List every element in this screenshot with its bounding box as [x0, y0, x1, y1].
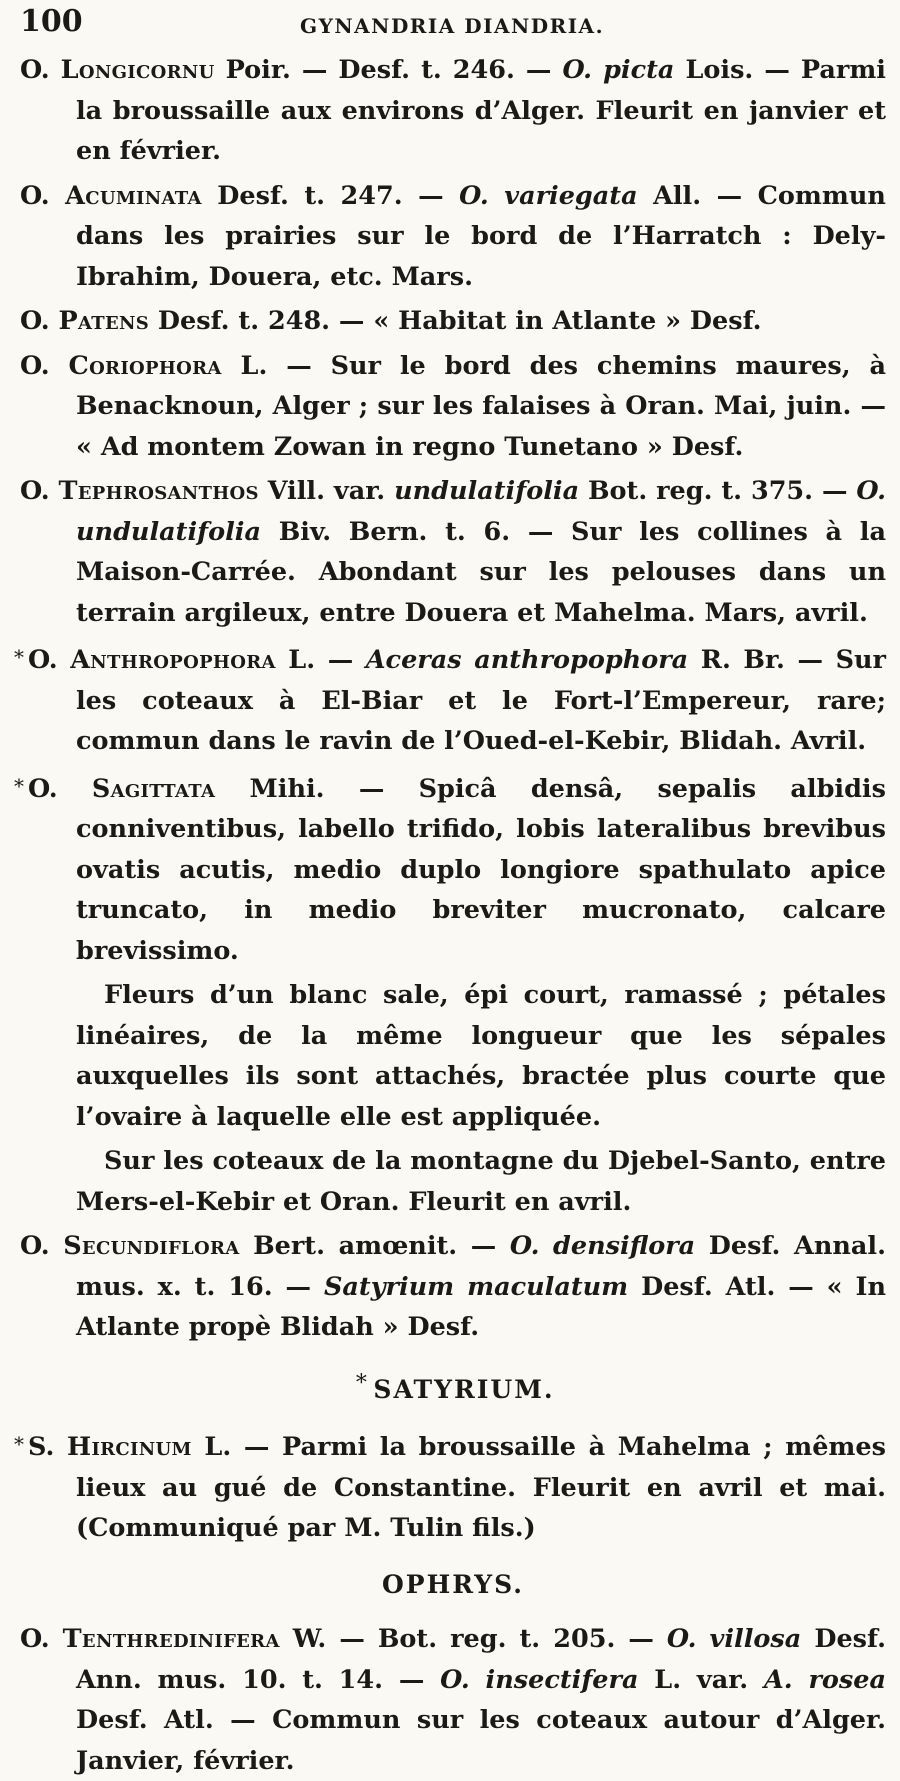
- entry-text: Desf. Atl. — « In Atlante propè Blidah » Desf.: [76, 1271, 887, 1342]
- species-name: Patens: [58, 306, 150, 336]
- entry-text: L. —: [275, 645, 366, 675]
- genus-title: SATYRIUM.: [373, 1374, 555, 1404]
- genus-heading-satyrium: [20, 1364, 886, 1411]
- entry-text: Desf. t. 247. —: [201, 180, 460, 211]
- entry-anthropophora: [14, 637, 886, 762]
- genus-abbr: S.: [28, 1432, 55, 1462]
- entry-text: R. Br. — Sur les coteaux à El-Biar et le Fort-l’Empereur, rare; commun dans le ravin de l’Oued-el-Kebir, Blidah. Avril.: [76, 645, 886, 756]
- genus-abbr: O.: [20, 350, 50, 381]
- entry-tenthredinifera: [20, 1619, 886, 1781]
- genus-abbr: O.: [20, 476, 50, 506]
- entry-text: Desf. Atl. — Commun sur les coteaux autour d’Alger. Janvier, février.: [76, 1705, 886, 1776]
- star-mark: *: [14, 773, 24, 798]
- species-name: Acuminata: [65, 180, 202, 211]
- synonym: O. villosa: [666, 1624, 802, 1654]
- entry-text: All. — Commun dans les prairies sur le bord de l’Harratch : Dely-Ibrahim, Douera, etc. Mars.: [76, 180, 886, 292]
- species-name: Coriophora: [68, 350, 222, 381]
- genus-abbr: O.: [20, 306, 50, 336]
- description-paragraph: Fleurs d’un blanc sale, épi court, ramassé ; pétales linéaires, de la même longueur que les sépales auxquelles ils sont attachés, bractée plus courte que l’ovaire à laquelle elle est appliquée.: [76, 980, 886, 1132]
- entry-tephrosanthos: [20, 471, 886, 633]
- running-head: [20, 0, 886, 50]
- synonym: Aceras anthropophora: [365, 645, 689, 675]
- entry-text: Desf. t. 248. — « Habitat in Atlante » Desf.: [149, 306, 762, 336]
- locality-paragraph: Sur les coteaux de la montagne du Djebel-Santo, entre Mers-el-Kebir et Oran. Fleurit en avril.: [76, 1146, 886, 1217]
- running-title: GYNANDRIA DIANDRIA.: [300, 14, 605, 38]
- genus-abbr: O.: [20, 1231, 50, 1261]
- entry-text: Poir. — Desf. t. 246. —: [214, 55, 563, 85]
- synonym: Satyrium maculatum: [323, 1271, 629, 1302]
- page-number: 100: [20, 4, 83, 39]
- genus-title: OPHRYS.: [382, 1569, 524, 1599]
- entry-text: Bot. reg. t. 375. —: [579, 476, 857, 506]
- synonym: O. insectifera: [440, 1664, 639, 1695]
- entry-hircinum: [14, 1424, 886, 1549]
- genus-abbr: O.: [20, 1624, 50, 1654]
- entry-secundiflora: [20, 1226, 886, 1348]
- species-name: Longicornu: [60, 55, 215, 85]
- entry-sagittata: [14, 766, 886, 972]
- species-name: Hircinum: [67, 1432, 192, 1462]
- genus-abbr: O.: [28, 645, 58, 675]
- entry-coriophora: [20, 346, 886, 468]
- species-name: Secundiflora: [63, 1231, 240, 1261]
- entry-patens: [20, 301, 886, 342]
- species-name: Tenthredinifera: [62, 1624, 280, 1654]
- entry-text: Biv. Bern. t. 6. — Sur les collines à la Maison-Carrée. Abondant sur les pelouses dans un terrain argileux, entre Douera et Mahelma. Mars, avril.: [76, 516, 886, 628]
- entry-text: Bert. amœnit. —: [239, 1231, 510, 1261]
- variety: undulatifolia: [394, 476, 580, 506]
- genus-abbr: O.: [20, 55, 50, 85]
- synonym: O. picta: [562, 55, 675, 85]
- entry-text: Mihi. — Spicâ densâ, sepalis albidis conniventibus, labello trifido, lobis lateralibus brevibus ovatis acutis, medio duplo longiore spathulato apice truncato, in medio breviter mucronato, calcare brevissimo.: [76, 773, 886, 966]
- entry-text: Lois. — Parmi la broussaille aux environs d’Alger. Fleurit en janvier et en février.: [76, 55, 886, 166]
- entry-text: W. — Bot. reg. t. 205. —: [279, 1624, 667, 1654]
- genus-abbr: O.: [28, 773, 58, 804]
- entry-text: Desf. Ann. mus. 10. t. 14. —: [76, 1624, 886, 1695]
- entry-text: Desf. Annal. mus. x. t. 16. —: [76, 1231, 886, 1302]
- synonym: O. densiflora: [509, 1231, 696, 1261]
- synonym: O. variegata: [459, 180, 638, 211]
- entry-longicornu: [20, 50, 886, 172]
- entry-text: L. — Parmi la broussaille à Mahelma ; mêmes lieux au gué de Constantine. Fleurit en avril et mai. (Communiqué par M. Tulin fils.): [76, 1432, 886, 1543]
- star-mark: *: [355, 1370, 369, 1396]
- species-name: Tephrosanthos: [58, 476, 259, 506]
- body-text: [14, 50, 887, 1781]
- variety: A. rosea: [763, 1664, 886, 1695]
- genus-abbr: O.: [20, 180, 50, 211]
- synonym: O. undulatifolia: [76, 476, 886, 547]
- entry-acuminata: [20, 176, 886, 298]
- star-mark: *: [14, 645, 24, 669]
- entry-text: L. — Sur le bord des chemins maures, à Benacknoun, Alger ; sur les falaises à Oran. Mai, juin. — « Ad montem Zowan in regno Tunetano » Desf.: [76, 350, 886, 462]
- star-mark: *: [14, 1432, 24, 1456]
- genus-heading-ophrys: [20, 1565, 886, 1606]
- entry-text: L. var.: [638, 1664, 764, 1695]
- species-name: Anthropophora: [70, 645, 276, 675]
- species-name: Sagittata: [91, 773, 216, 804]
- entry-text: Vill. var.: [258, 476, 395, 506]
